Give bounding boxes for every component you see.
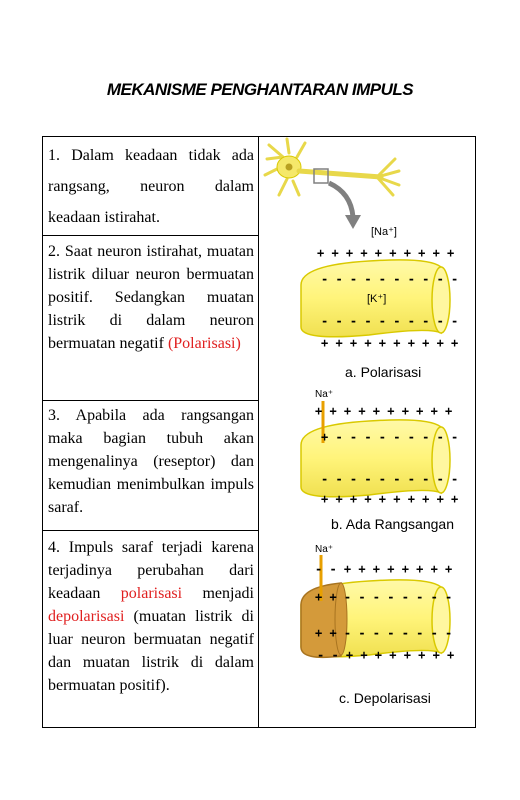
na-label-b: Na⁺: [315, 389, 334, 400]
table-row-divider: [42, 530, 259, 531]
inner-charges-bottom-a: - - - - - - - - - -: [321, 314, 459, 328]
step-4-body-a: 4. Impuls saraf terjadi karena terjadinya perubahan dari keadaan: [48, 539, 254, 602]
step-2-text: [48, 240, 254, 355]
step-2-body: 2. Saat neuron istirahat, muatan listrik diluar neuron bermuatan positif. Sedangkan muatan listrik di dalam neuron bermuatan negatif: [48, 243, 254, 352]
step-4-body-c: (muatan listrik di luar neuron bermuatan negatif dan muatan listrik di dalam bermuatan positif).: [48, 608, 254, 694]
outer-charges-bottom-a: + + + + + + + + + +: [321, 336, 459, 350]
step-3-text: [48, 404, 254, 519]
inner-charges-top-a: - - - - - - - - - -: [321, 272, 459, 286]
label-rangsangan: b. Ada Rangsangan: [331, 516, 454, 532]
polarisasi-highlight: (Polarisasi): [167, 335, 241, 352]
page-title: MEKANISME PENGHANTARAN IMPULS: [106, 80, 414, 99]
na-label-c: Na⁺: [315, 544, 334, 555]
step-1-paragraph: 1. Dalam keadaan tidak ada rangsang, neuron dalam keadaan istirahat.: [48, 147, 254, 226]
depolarisasi-word: depolarisasi: [48, 608, 125, 625]
step-4-text: [48, 536, 254, 697]
k-bracket-label: [K⁺]: [367, 293, 387, 305]
label-depolarisasi: c. Depolarisasi: [339, 690, 431, 706]
polarisasi-word: polarisasi: [120, 585, 183, 602]
inner-charges-top-b: + - - - - - - - - -: [321, 430, 459, 444]
step-4-body-b: menjadi: [182, 585, 254, 602]
outer-charges-top-c: - - + + + + + + + +: [315, 562, 453, 576]
inner-charges-bottom-c: + + - - - - - - - -: [315, 626, 453, 640]
outer-charges-bottom-b: + + + + + + + + + +: [321, 492, 459, 506]
table-row-divider: [42, 400, 259, 401]
inner-charges-bottom-b: - - - - - - - - - -: [321, 472, 459, 486]
label-polarisasi: a. Polarisasi: [345, 364, 422, 380]
table-row-divider: [42, 235, 259, 236]
outer-charges-top-a: + + + + + + + + + +: [317, 246, 455, 260]
diagram-panel: [259, 137, 475, 727]
neuron-diagram: [259, 137, 475, 727]
step-3-paragraph: 3. Apabila ada rangsangan maka bagian tubuh akan mengenalinya (reseptor) dan kemudian menimbulkan impuls saraf.: [48, 407, 254, 516]
zoom-arrow-icon: [329, 183, 361, 229]
outer-charges-top-b: + + + + + + + + + +: [315, 404, 453, 418]
step-2-paragraph: [48, 240, 254, 355]
outer-charges-bottom-c: - - + + + + + + + +: [317, 648, 455, 662]
step-4-paragraph: [48, 536, 254, 697]
step-1-text: [48, 140, 254, 233]
na-bracket-label: [Na⁺]: [371, 226, 397, 238]
inner-charges-top-c: + + - - - - - - - -: [315, 590, 453, 604]
